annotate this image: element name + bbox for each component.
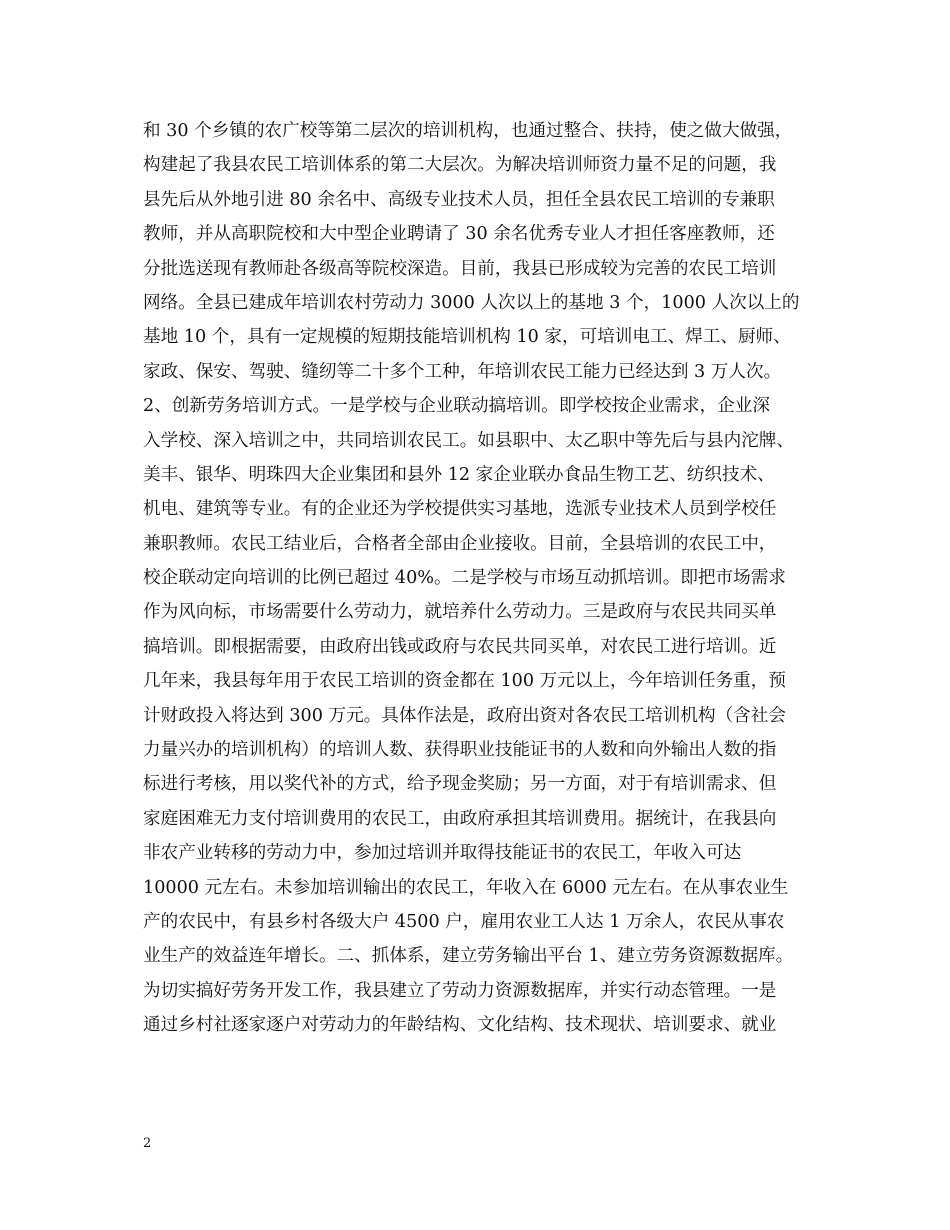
text-line: 美丰、银华、明珠四大企业集团和县外 12 家企业联办食品生物工艺、纺织技术、 xyxy=(143,464,775,485)
text-line: 基地 10 个，具有一定规模的短期技能培训机构 10 家，可培训电工、焊工、厨师、 xyxy=(143,327,791,348)
text-line: 家政、保安、驾驶、缝纫等二十多个工种，年培训农民工能力已经达到 3 万人次。 xyxy=(143,361,782,382)
text-line: 教师，并从高职院校和大中型企业聘请了 30 余名优秀专业人才担任客座教师，还 xyxy=(143,224,775,245)
text-line: 作为风向标，市场需要什么劳动力，就培养什么劳动力。三是政府与农民共同买单 xyxy=(143,602,777,623)
text-line: 产的农民中，有县乡村各级大户 4500 户，雇用农业工人达 1 万余人，农民从事农 xyxy=(143,911,785,932)
text-line: 兼职教师。农民工结业后，合格者全部由企业接收。目前，全县培训的农民工中， xyxy=(143,533,777,554)
text-line: 几年来，我县每年用于农民工培训的资金都在 100 万元以上，今年培训任务重，预 xyxy=(143,671,786,692)
text-line: 力量兴办的培训机构）的培训人数、获得职业技能证书的人数和向外输出人数的指 xyxy=(143,740,777,761)
text-line: 10000 元左右。未参加培训输出的农民工，年收入在 6000 元左右。在从事农业生 xyxy=(143,877,789,898)
text-line: 非农产业转移的劳动力中，参加过培训并取得技能证书的农民工，年收入可达 xyxy=(143,843,742,864)
text-line: 搞培训。即根据需要，由政府出钱或政府与农民共同买单，对农民工进行培训。近 xyxy=(143,636,777,657)
text-line: 计财政投入将达到 300 万元。具体作法是，政府出资对各农民工培训机构（含社会 xyxy=(143,705,786,726)
text-line: 通过乡村社逐家逐户对劳动力的年龄结构、文化结构、技术现状、培训要求、就业 xyxy=(143,1015,777,1036)
body-text xyxy=(143,114,823,1043)
text-line: 家庭困难无力支付培训费用的农民工，由政府承担其培训费用。据统计，在我县向 xyxy=(143,808,777,829)
text-line: 机电、建筑等专业。有的企业还为学校提供实习基地，选派专业技术人员到学校任 xyxy=(143,499,777,520)
text-line: 标进行考核，用以奖代补的方式，给予现金奖励；另一方面，对于有培训需求、但 xyxy=(143,774,777,795)
text-line: 2、创新劳务培训方式。一是学校与企业联动搞培训。即学校按企业需求，企业深 xyxy=(143,396,770,417)
text-line: 业生产的效益连年增长。二、抓体系，建立劳务输出平台 1、建立劳务资源数据库。 xyxy=(143,946,794,967)
text-line: 校企联动定向培训的比例已超过 40%。二是学校与市场互动抓培训。即把市场需求 xyxy=(143,568,786,589)
page-number: 2 xyxy=(143,1136,152,1151)
text-line: 县先后从外地引进 80 余名中、高级专业技术人员，担任全县农民工培训的专兼职 xyxy=(143,189,775,210)
text-line: 为切实搞好劳务开发工作，我县建立了劳动力资源数据库，并实行动态管理。一是 xyxy=(143,980,777,1001)
text-line: 入学校、深入培训之中，共同培训农民工。如县职中、太乙职中等先后与县内沱牌、 xyxy=(143,430,794,451)
text-line: 构建起了我县农民工培训体系的第二大层次。为解决培训师资力量不足的问题，我 xyxy=(143,155,777,176)
text-line: 和 30 个乡镇的农广校等第二层次的培训机构，也通过整合、扶持，使之做大做强， xyxy=(143,121,793,141)
text-line: 网络。全县已建成年培训农村劳动力 3000 人次以上的基地 3 个，1000 人次以上的 xyxy=(143,292,800,313)
text-line: 分批选送现有教师赴各级高等院校深造。目前，我县已形成较为完善的农民工培训 xyxy=(143,258,777,279)
